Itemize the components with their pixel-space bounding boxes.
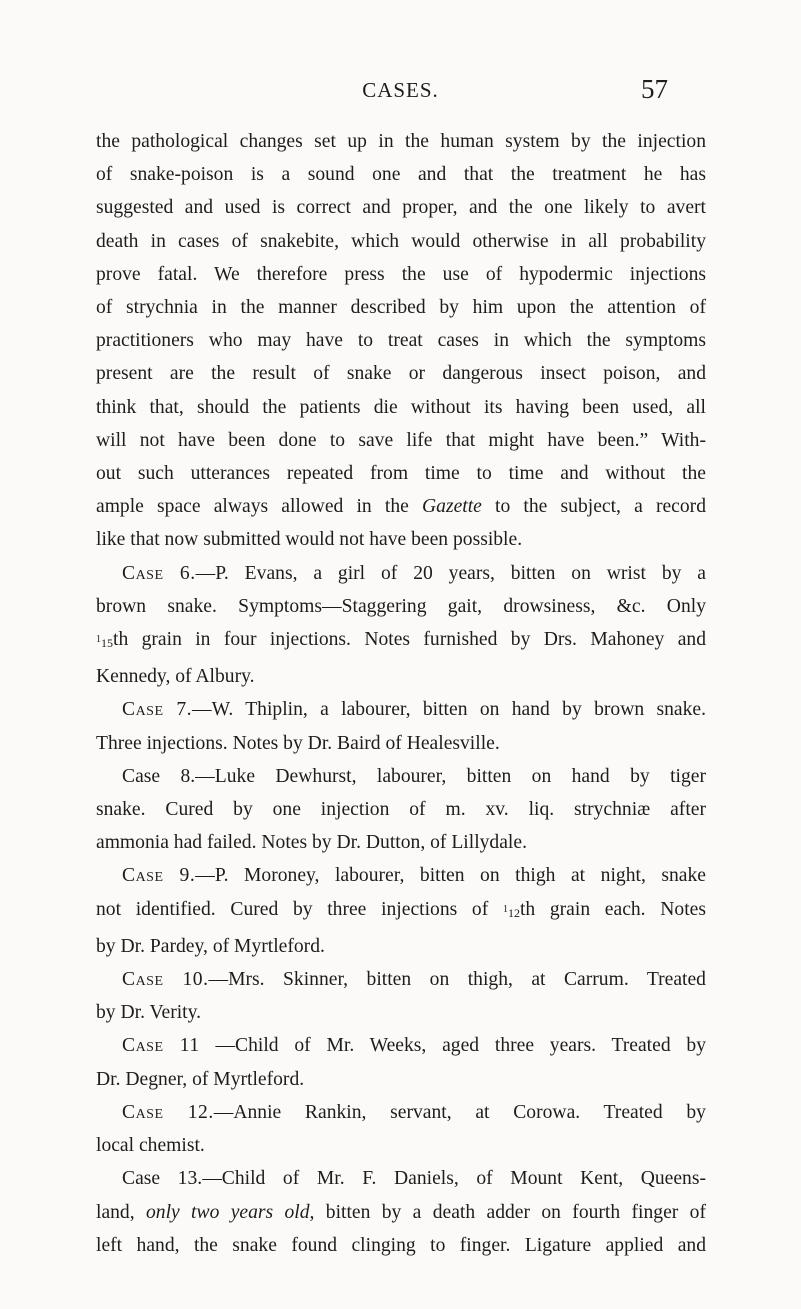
running-title: CASES. <box>362 78 439 102</box>
text-line: $^1$15th grain in four injections. Notes furnished by Drs. Mahoney and <box>96 629 706 651</box>
text-line: by Dr. Verity. <box>96 1002 202 1024</box>
text-line: Dr. Degner, of Myrtleford. <box>96 1068 305 1090</box>
text-line: local chemist. <box>96 1135 205 1157</box>
case-11: Case 11 —Child of Mr. Weeks, aged three years. Treated by <box>122 1035 706 1057</box>
text-line: of strychnia in the manner described by him upon the attention of <box>96 297 706 319</box>
text-line: by Dr. Pardey, of Myrtleford. <box>96 935 325 957</box>
text-line: left hand, the snake found clinging to finger. Ligature applied and <box>96 1234 706 1256</box>
text-line: ample space always allowed in the Gazette to the subject, a record <box>96 496 706 518</box>
text-line: not identified. Cured by three injections of $^1$12th grain each. Notes <box>96 898 706 920</box>
case-8: Case 8.—Luke Dewhurst, labourer, bitten on hand by tiger <box>122 765 706 787</box>
text-line: ammonia had failed. Notes by Dr. Dutton, of Lillydale. <box>96 832 527 854</box>
text-line: land, only two years old, bitten by a death adder on fourth finger of <box>96 1201 706 1223</box>
text-line: like that now submitted would not have been possible. <box>96 529 523 551</box>
running-head <box>0 74 801 106</box>
case-12: Case 12.—Annie Rankin, servant, at Corowa. Treated by <box>122 1101 706 1123</box>
text-line: practitioners who may have to treat cases in which the symptoms <box>96 330 706 352</box>
case-10: Case 10.—Mrs. Skinner, bitten on thigh, at Carrum. Treated <box>122 969 706 991</box>
case-13: Case 13.—Child of Mr. F. Daniels, of Mount Kent, Queens- <box>122 1168 707 1190</box>
body-text <box>96 125 706 1262</box>
text-line: death in cases of snakebite, which would otherwise in all probability <box>96 230 706 252</box>
text-line: out such utterances repeated from time to time and without the <box>96 463 706 485</box>
text-line: Three injections. Notes by Dr. Baird of Healesville. <box>96 732 500 754</box>
text-line: snake. Cured by one injection of m. xv. liq. strychniæ after <box>96 799 706 821</box>
case-6: Case 6.—P. Evans, a girl of 20 years, bitten on wrist by a <box>122 562 706 584</box>
text-line: prove fatal. We therefore press the use of hypodermic injections <box>96 263 706 285</box>
text-line: the pathological changes set up in the human system by the injection <box>96 131 706 152</box>
text-line: Kennedy, of Albury. <box>96 666 255 688</box>
gazette-title: Gazette <box>422 496 482 518</box>
page-number: 57 <box>641 74 668 104</box>
case-7: Case 7.—W. Thiplin, a labourer, bitten on hand by brown snake. <box>122 699 706 721</box>
text-line: brown snake. Symptoms—Staggering gait, drowsiness, &c. Only <box>96 595 706 617</box>
text-line: think that, should the patients die without its having been used, all <box>96 396 706 418</box>
text-line: will not have been done to save life that might have been.” With- <box>96 429 706 451</box>
text-line: present are the result of snake or dangerous insect poison, and <box>96 363 706 385</box>
text-line: of snake-poison is a sound one and that the treatment he has <box>96 164 706 186</box>
case-9: Case 9.—P. Moroney, labourer, bitten on thigh at night, snake <box>122 865 706 887</box>
text-line: suggested and used is correct and proper, and the one likely to avert <box>96 197 706 219</box>
